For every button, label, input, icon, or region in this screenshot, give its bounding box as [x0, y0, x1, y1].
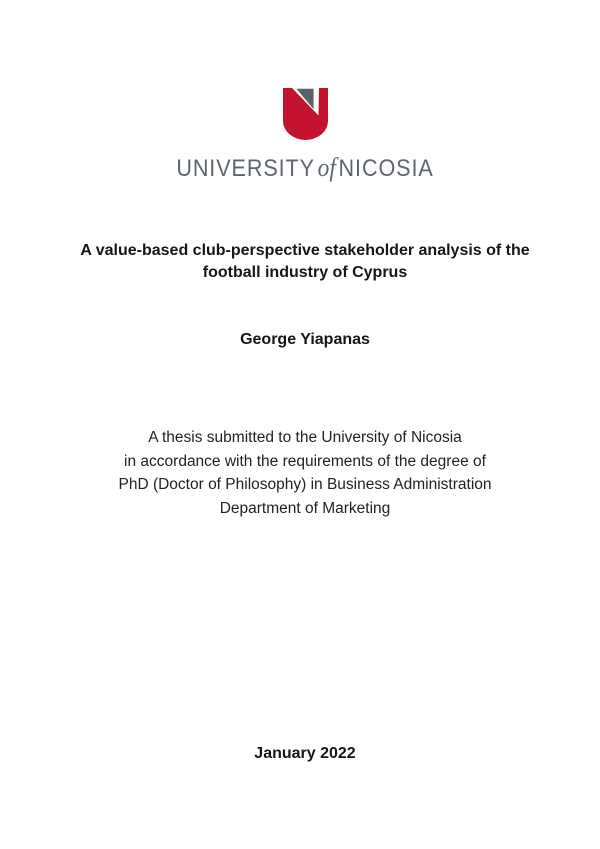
university-wordmark [40, 153, 571, 183]
university-logo-mark-icon [283, 88, 328, 140]
submission-line: in accordance with the requirements of the degree of [124, 452, 486, 470]
author-name: George Yiapanas [240, 331, 370, 348]
wordmark-university: UNIVERSITY [176, 155, 315, 182]
thesis-title-line: A value-based club-perspective stakeholder analysis of the [80, 242, 530, 259]
publication-date: January 2022 [254, 745, 356, 762]
submission-statement [10, 426, 600, 520]
submission-line: PhD (Doctor of Philosophy) in Business Administration [118, 476, 492, 493]
submission-line: A thesis submitted to the University of Nicosia [148, 429, 462, 446]
university-logo [10, 88, 600, 183]
wordmark-of: of [317, 153, 336, 182]
thesis-title-line: football industry of Cyprus [202, 264, 408, 281]
submission-line: Department of Marketing [219, 499, 391, 517]
thesis-title [10, 240, 600, 284]
wordmark-nicosia: NICOSIA [338, 155, 434, 182]
